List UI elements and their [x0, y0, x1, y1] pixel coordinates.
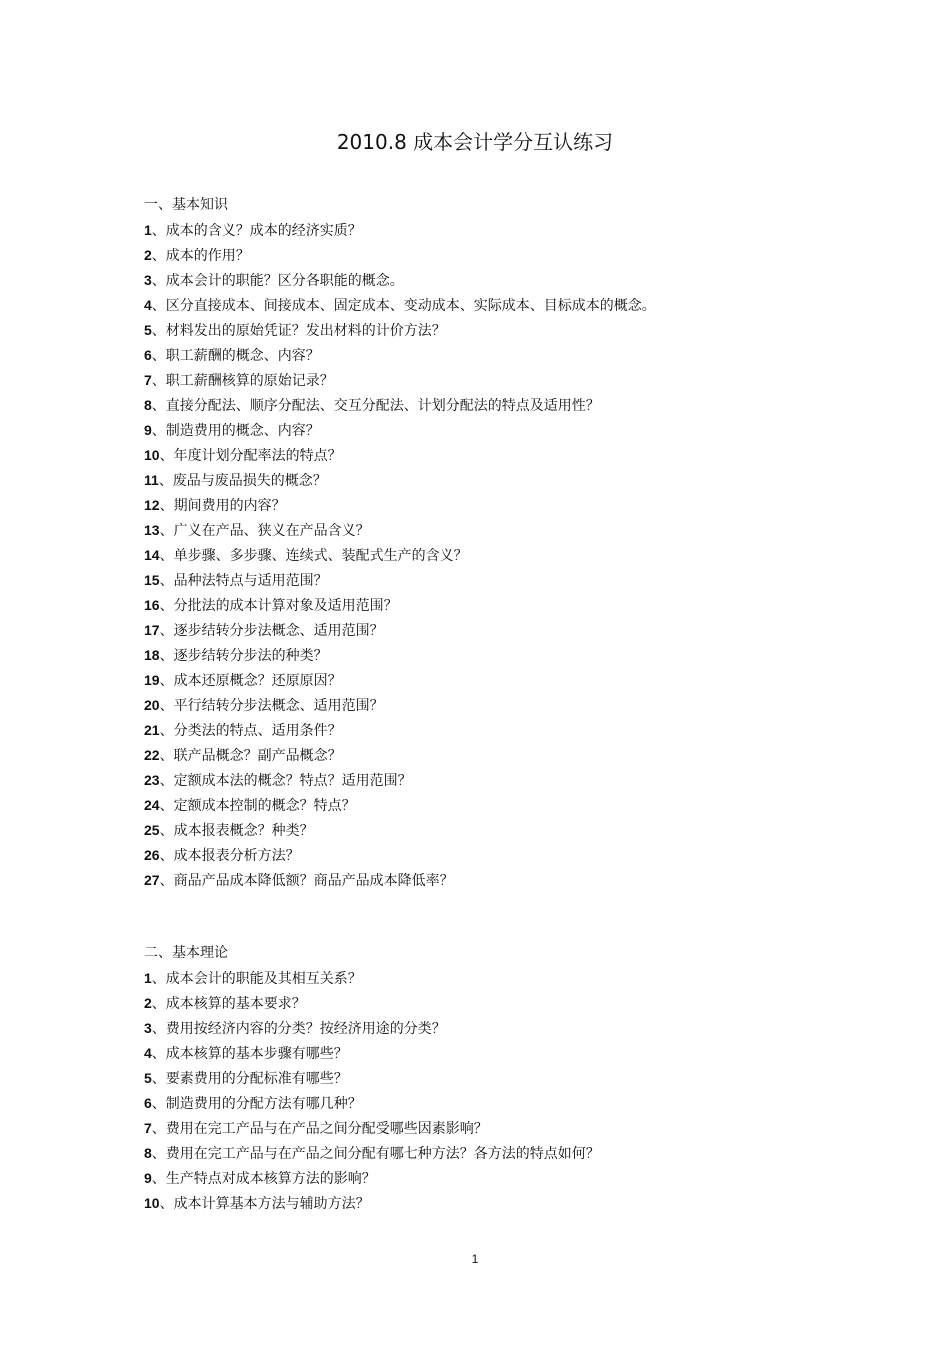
list-item: [144, 693, 864, 718]
item-number: 24: [144, 797, 160, 813]
item-number: 18: [144, 647, 160, 663]
item-text: 、定额成本法的概念？特点？适用范围？: [159, 773, 412, 789]
list-item: [144, 593, 864, 618]
list-item: [144, 1066, 864, 1091]
item-text: 、商品产品成本降低额？商品产品成本降低率？: [159, 873, 454, 889]
item-text: 、生产特点对成本核算方法的影响？: [151, 1171, 376, 1187]
list-item: [144, 543, 864, 568]
item-text: 、单步骤、多步骤、连续式、装配式生产的含义？: [159, 548, 468, 564]
list-item: [144, 768, 864, 793]
item-number: 8: [144, 397, 152, 413]
page-number: 1: [471, 1252, 479, 1266]
item-text: 、广义在产品、狭义在产品含义？: [159, 523, 370, 539]
list-item: [144, 443, 864, 468]
item-number: 11: [144, 472, 159, 488]
item-text: 、成本的作用？: [151, 248, 250, 264]
item-text: 、成本会计的职能？区分各职能的概念。: [151, 273, 404, 289]
item-text: 、职工薪酬的概念、内容？: [151, 348, 320, 364]
item-number: 5: [144, 1070, 152, 1086]
item-number: 4: [144, 1045, 152, 1061]
list-item: [144, 1041, 864, 1066]
item-number: 10: [144, 447, 160, 463]
list-item: [144, 843, 864, 868]
item-number: 12: [144, 497, 160, 513]
item-number: 17: [144, 622, 160, 638]
item-text: 、职工薪酬核算的原始记录？: [151, 373, 334, 389]
item-text: 、成本核算的基本步骤有哪些？: [151, 1046, 348, 1062]
item-number: 23: [144, 772, 160, 788]
list-item: [144, 1141, 864, 1166]
list-item: [144, 618, 864, 643]
item-number: 1: [144, 970, 152, 986]
list-item: [144, 518, 864, 543]
item-text: 、废品与废品损失的概念？: [158, 473, 327, 489]
page-title: 2010.8 成本会计学分互认练习: [336, 130, 614, 154]
list-item: [144, 568, 864, 593]
item-number: 1: [144, 222, 152, 238]
list-item: [144, 418, 864, 443]
item-number: 8: [144, 1145, 152, 1161]
item-text: 、费用在完工产品与在产品之间分配受哪些因素影响？: [151, 1121, 488, 1137]
list-item: [144, 218, 864, 243]
item-number: 6: [144, 347, 152, 363]
section-basic-knowledge: [144, 193, 864, 893]
item-number: 3: [144, 1020, 152, 1036]
item-text: 、品种法特点与适用范围？: [159, 573, 328, 589]
list-item: [144, 468, 864, 493]
item-number: 9: [144, 1170, 152, 1186]
list-item: [144, 1116, 864, 1141]
item-number: 3: [144, 272, 152, 288]
list-item: [144, 743, 864, 768]
item-text: 、成本会计的职能及其相互关系？: [151, 971, 362, 987]
list-item: [144, 818, 864, 843]
item-number: 26: [144, 847, 160, 863]
item-text: 、成本计算基本方法与辅助方法？: [159, 1196, 370, 1212]
item-text: 、逐步结转分步法的种类？: [159, 648, 328, 664]
list-item: [144, 268, 864, 293]
item-text: 、逐步结转分步法概念、适用范围？: [159, 623, 384, 639]
item-text: 、成本的含义？成本的经济实质？: [151, 223, 362, 239]
item-number: 2: [144, 995, 152, 1011]
item-text: 、制造费用的概念、内容？: [151, 423, 320, 439]
item-number: 21: [144, 722, 160, 738]
item-number: 16: [144, 597, 160, 613]
item-text: 、联产品概念？副产品概念？: [159, 748, 342, 764]
list-item: [144, 966, 864, 991]
item-text: 、制造费用的分配方法有哪几种？: [151, 1096, 362, 1112]
item-text: 、费用按经济内容的分类？按经济用途的分类？: [151, 1021, 446, 1037]
list-item: [144, 718, 864, 743]
item-number: 25: [144, 822, 160, 838]
list-item: [144, 668, 864, 693]
list-item: [144, 368, 864, 393]
item-number: 14: [144, 547, 160, 563]
list-item: [144, 1166, 864, 1191]
item-text: 、成本报表概念？种类？: [159, 823, 314, 839]
section-basic-theory: [144, 941, 864, 1216]
item-number: 4: [144, 297, 152, 313]
item-number: 7: [144, 1120, 152, 1136]
list-item: [144, 493, 864, 518]
item-number: 5: [144, 322, 152, 338]
list-item: [144, 793, 864, 818]
item-text: 、年度计划分配率法的特点？: [159, 448, 342, 464]
list-item: [144, 1191, 864, 1216]
list-item: [144, 318, 864, 343]
item-text: 、分批法的成本计算对象及适用范围？: [159, 598, 398, 614]
list-item: [144, 343, 864, 368]
item-text: 、区分直接成本、间接成本、固定成本、变动成本、实际成本、目标成本的概念。: [151, 298, 656, 314]
item-text: 、定额成本控制的概念？特点？: [159, 798, 356, 814]
item-number: 6: [144, 1095, 152, 1111]
item-number: 20: [144, 697, 160, 713]
item-number: 27: [144, 872, 160, 888]
list-item: [144, 243, 864, 268]
item-number: 15: [144, 572, 160, 588]
list-item: [144, 393, 864, 418]
item-text: 、直接分配法、顺序分配法、交互分配法、计划分配法的特点及适用性？: [151, 398, 600, 414]
list-item: [144, 1016, 864, 1041]
item-number: 10: [144, 1195, 160, 1211]
section-heading: 一、基本知识: [144, 197, 228, 213]
item-number: 9: [144, 422, 152, 438]
item-number: 19: [144, 672, 160, 688]
item-text: 、平行结转分步法概念、适用范围？: [159, 698, 384, 714]
list-item: [144, 643, 864, 668]
list-item: [144, 293, 864, 318]
item-text: 、期间费用的内容？: [159, 498, 286, 514]
item-number: 13: [144, 522, 160, 538]
list-item: [144, 1091, 864, 1116]
item-text: 、分类法的特点、适用条件？: [159, 723, 342, 739]
item-text: 、要素费用的分配标准有哪些？: [151, 1071, 348, 1087]
item-text: 、成本核算的基本要求？: [151, 996, 306, 1012]
list-item: [144, 991, 864, 1016]
item-text: 、成本报表分析方法？: [159, 848, 300, 864]
item-number: 7: [144, 372, 152, 388]
section-heading: 二、基本理论: [144, 945, 228, 961]
item-number: 22: [144, 747, 160, 763]
item-number: 2: [144, 247, 152, 263]
item-text: 、材料发出的原始凭证？发出材料的计价方法？: [151, 323, 446, 339]
item-text: 、成本还原概念？还原原因？: [159, 673, 342, 689]
item-text: 、费用在完工产品与在产品之间分配有哪七种方法？各方法的特点如何？: [151, 1146, 600, 1162]
list-item: [144, 868, 864, 893]
